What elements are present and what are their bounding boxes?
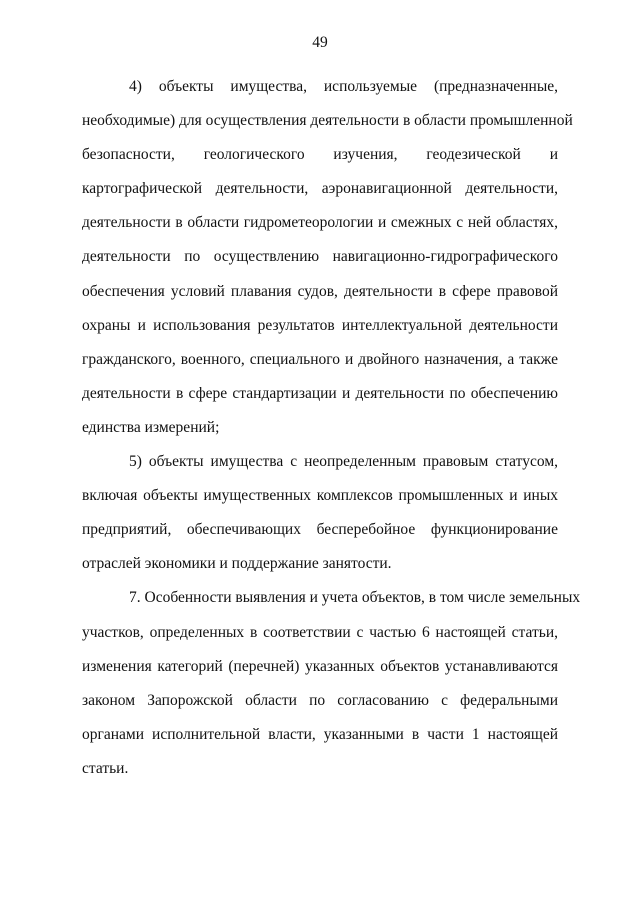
text-line: включая объекты имущественных комплексов промышленных и иных: [82, 487, 558, 505]
text-line: участков, определенных в соответствии с частью 6 настоящей статьи,: [82, 623, 558, 641]
text-line: деятельности в сфере стандартизации и деятельности по обеспечению: [82, 384, 558, 402]
text-line: гражданского, военного, специального и двойного назначения, а также: [82, 350, 558, 368]
paragraph-clause-7: [82, 581, 581, 786]
text-line: деятельности в области гидрометеорологии и смежных с ней областях,: [82, 214, 558, 232]
text-line: 7. Особенности выявления и учета объектов, в том числе земельных: [129, 589, 581, 607]
text-line: законом Запорожской области по согласованию с федеральными: [82, 691, 558, 709]
text-line: охраны и использования результатов интеллектуальной деятельности: [82, 316, 558, 334]
text-line: картографической деятельности, аэронавигационной деятельности,: [82, 180, 558, 198]
text-line: органами исполнительной власти, указанными в части 1 настоящей: [82, 725, 558, 743]
text-line: деятельности по осуществлению навигационно-гидрографического: [82, 248, 558, 266]
text-line: предприятий, обеспечивающих бесперебойное функционирование: [82, 521, 558, 539]
paragraph-item-4: [82, 70, 573, 445]
text-line: изменения категорий (перечней) указанных объектов устанавливаются: [82, 657, 558, 675]
paragraph-item-5: [82, 445, 558, 581]
text-line: 4) объекты имущества, используемые (предназначенные,: [129, 78, 558, 95]
text-line: отраслей экономики и поддержание занятости.: [82, 555, 392, 573]
page-number: 49: [312, 34, 328, 51]
text-line: единства измерений;: [82, 418, 220, 436]
text-line: статьи.: [82, 759, 129, 777]
text-line: необходимые) для осуществления деятельности в области промышленной: [82, 112, 573, 130]
text-line: безопасности, геологического изучения, геодезической и: [82, 146, 558, 164]
text-line: 5) объекты имущества с неопределенным правовым статусом,: [129, 453, 558, 471]
text-line: обеспечения условий плавания судов, деятельности в сфере правовой: [82, 282, 558, 300]
document-body: [82, 70, 581, 786]
